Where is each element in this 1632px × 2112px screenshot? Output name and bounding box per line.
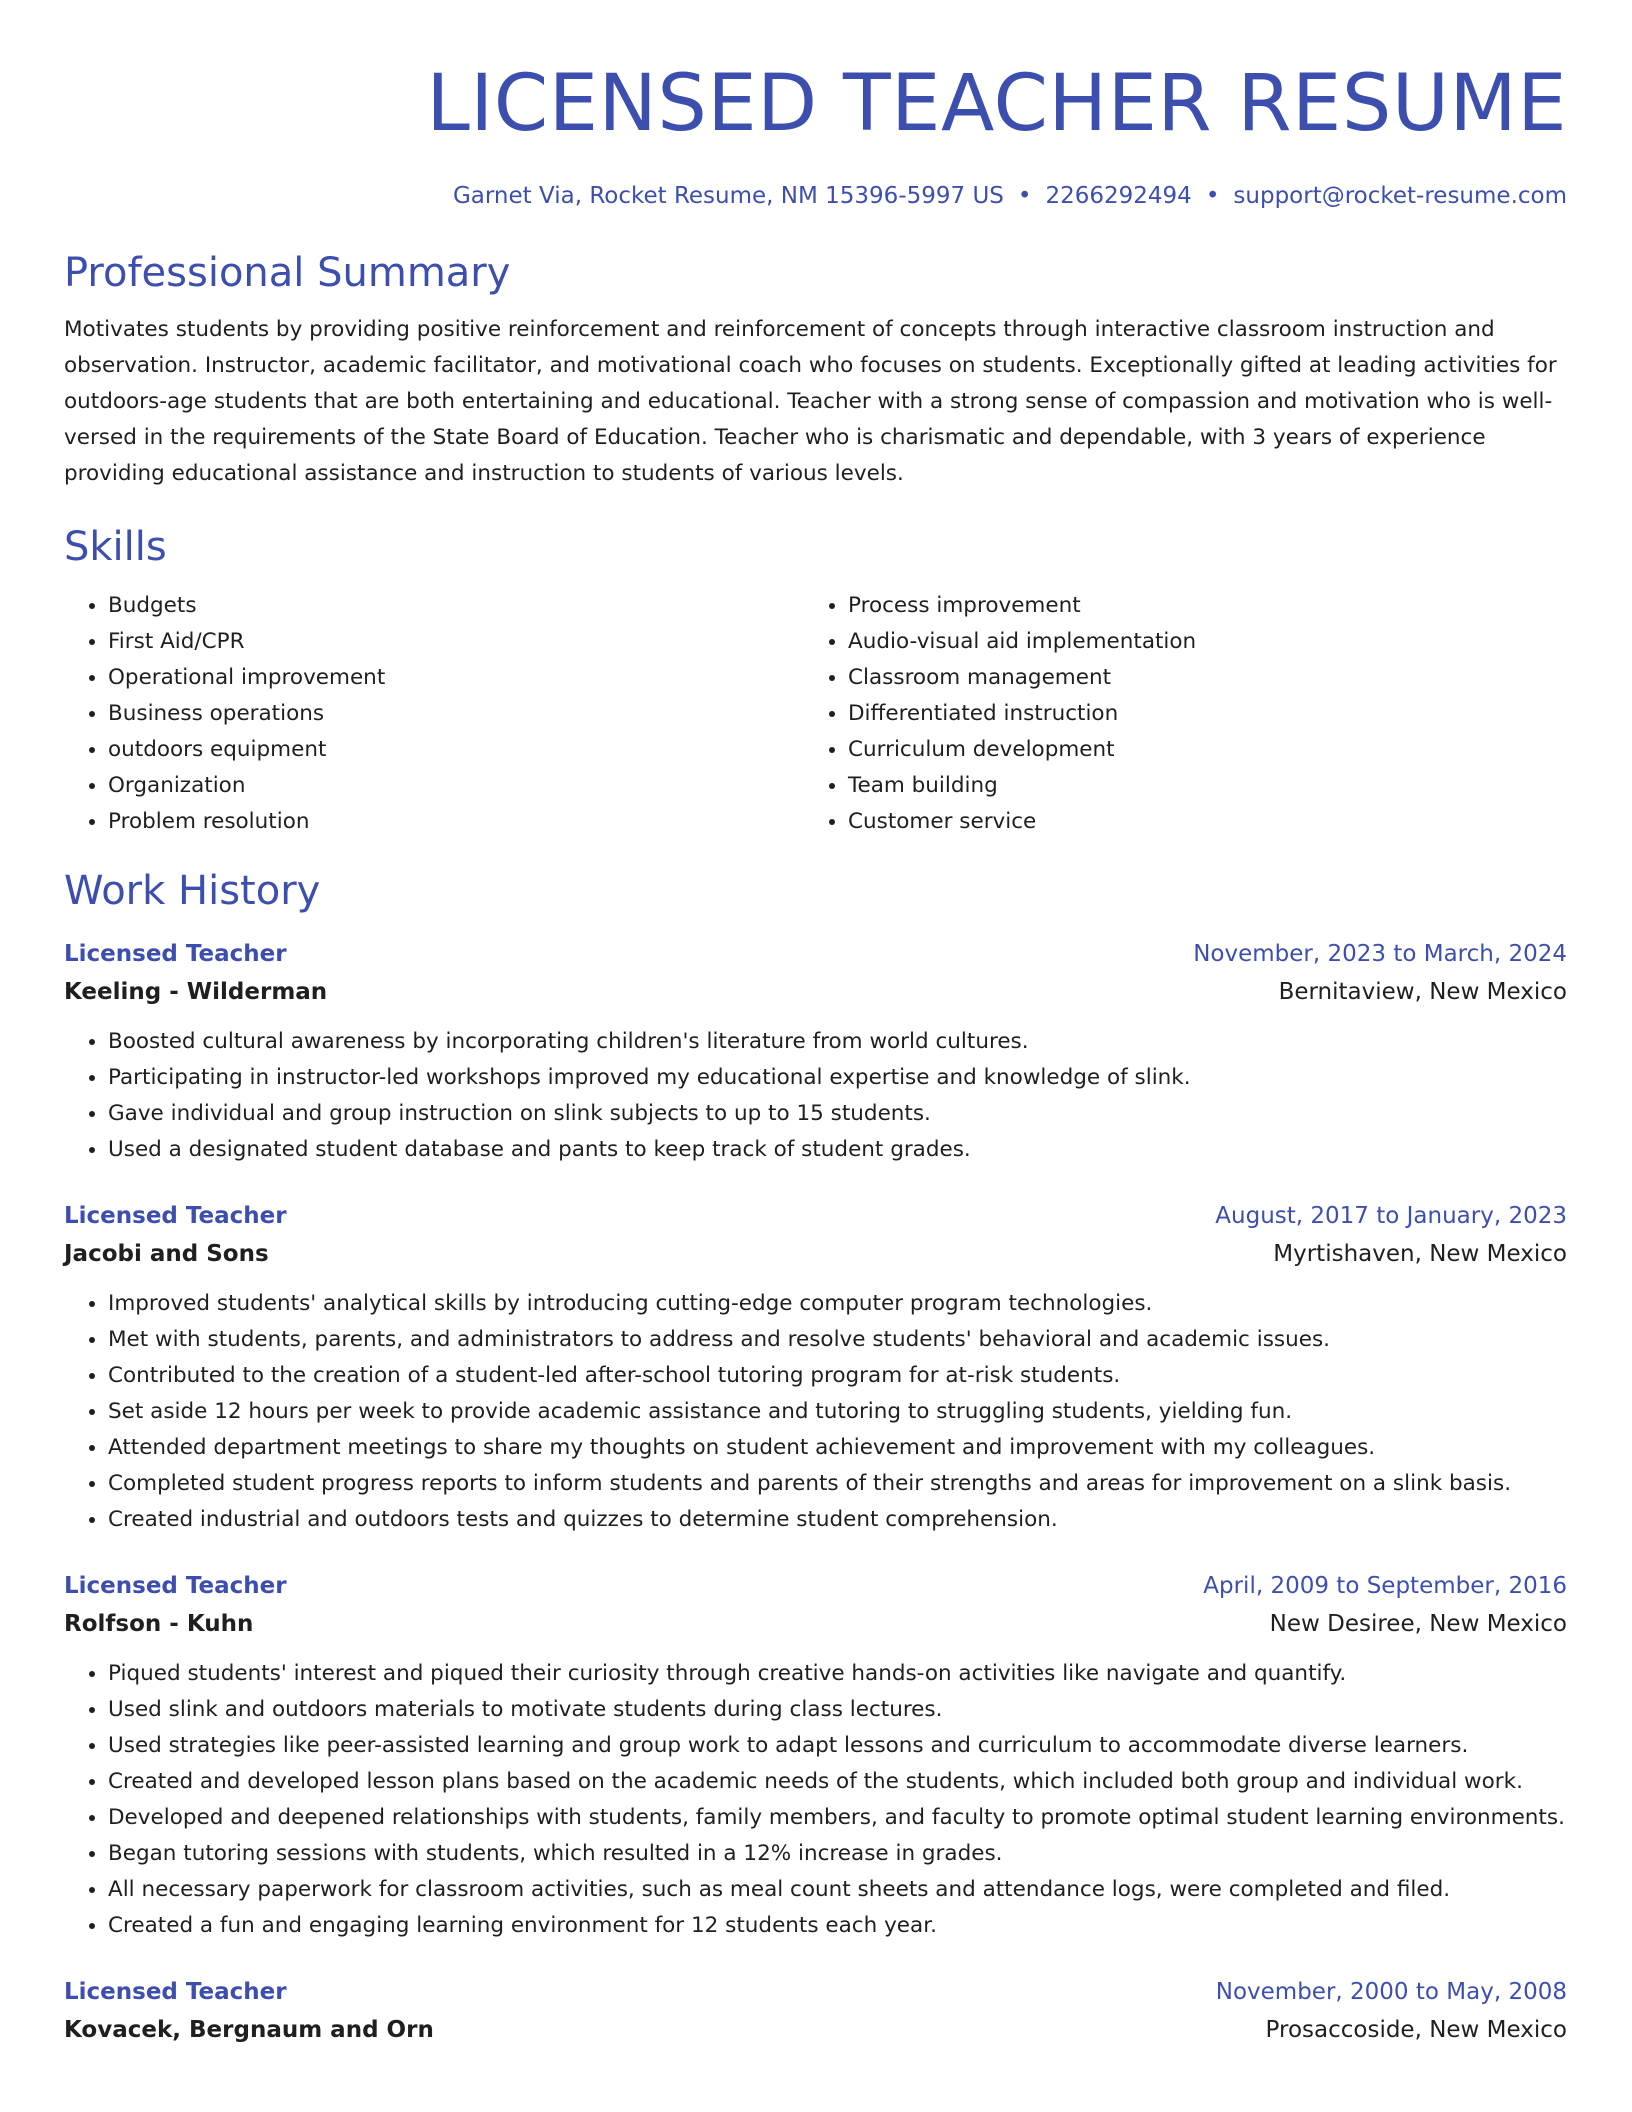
job-bullets: [64, 1286, 1567, 1538]
job-bullet: • Participating in instructor-led workshops improved my educational expertise and knowledge of slink.: [108, 1060, 1567, 1096]
contact-separator: •: [1205, 183, 1220, 209]
skill-item: • Customer service: [848, 804, 1544, 840]
job-bullets: [64, 1024, 1567, 1168]
contact-phone: 2266292494: [1045, 183, 1192, 209]
job-location: Bernitaview, New Mexico: [1278, 979, 1567, 1005]
contact-line: [64, 180, 1567, 212]
contact-separator: •: [1017, 183, 1032, 209]
skill-item: • Team building: [848, 768, 1544, 804]
job-dates: April, 2009 to September, 2016: [1203, 1573, 1567, 1599]
job-header-row: [64, 1198, 1567, 1234]
resume-header: [64, 0, 1567, 212]
job-bullet: • Used strategies like peer-assisted learning and group work to adapt lessons and curriculum to accommodate diverse learners.: [108, 1728, 1567, 1764]
job-header-row: [64, 1974, 1567, 2010]
job-header-row: [64, 1568, 1567, 1604]
skill-item: • Curriculum development: [848, 732, 1544, 768]
skill-item: • Audio-visual aid implementation: [848, 624, 1544, 660]
job-dates: August, 2017 to January, 2023: [1215, 1203, 1567, 1229]
job-bullet: • Created and developed lesson plans based on the academic needs of the students, which included both group and individual work.: [108, 1764, 1567, 1800]
job-dates: November, 2000 to May, 2008: [1215, 1979, 1567, 2005]
skill-item: • Organization: [108, 768, 804, 804]
job-dates: November, 2023 to March, 2024: [1193, 941, 1567, 967]
job-title: Licensed Teacher: [64, 1979, 287, 2005]
job-bullet: • Used a designated student database and pants to keep track of student grades.: [108, 1132, 1567, 1168]
job-bullet: • Boosted cultural awareness by incorporating children's literature from world cultures.: [108, 1024, 1567, 1060]
job-bullet: • All necessary paperwork for classroom activities, such as meal count sheets and attendance logs, were completed and filed.: [108, 1872, 1567, 1908]
job-bullet: • Used slink and outdoors materials to motivate students during class lectures.: [108, 1692, 1567, 1728]
job-location: Prosaccoside, New Mexico: [1265, 2017, 1567, 2043]
job-bullet: • Met with students, parents, and administrators to address and resolve students' behavioral and academic issues.: [108, 1322, 1567, 1358]
job-entry: [64, 1974, 1567, 2050]
work-history-heading: Work History: [64, 868, 321, 914]
job-company-row: [64, 2010, 1567, 2050]
contact-address: Garnet Via, Rocket Resume, NM 15396-5997 US: [452, 183, 1004, 209]
skill-item: • Operational improvement: [108, 660, 804, 696]
skill-item: • Problem resolution: [108, 804, 804, 840]
job-location: Myrtishaven, New Mexico: [1273, 1241, 1567, 1267]
job-location: New Desiree, New Mexico: [1269, 1611, 1567, 1637]
skill-item: • Business operations: [108, 696, 804, 732]
contact-email[interactable]: support@rocket-resume.com: [1233, 183, 1567, 209]
job-entry: [64, 936, 1567, 1168]
job-bullet: • Attended department meetings to share my thoughts on student achievement and improvement with my colleagues.: [108, 1430, 1567, 1466]
job-bullet: • Created industrial and outdoors tests and quizzes to determine student comprehension.: [108, 1502, 1567, 1538]
skill-item: • Process improvement: [848, 588, 1544, 624]
resume-page: [64, 0, 1567, 2050]
job-header-row: [64, 936, 1567, 972]
job-company-row: [64, 972, 1567, 1012]
skills-list-right: [804, 588, 1544, 840]
skill-item: • Classroom management: [848, 660, 1544, 696]
job-bullet: • Set aside 12 hours per week to provide academic assistance and tutoring to struggling students, yielding fun.: [108, 1394, 1567, 1430]
job-title: Licensed Teacher: [64, 1203, 287, 1229]
job-company: Keeling - Wilderman: [64, 979, 328, 1005]
job-bullet: • Piqued students' interest and piqued their curiosity through creative hands-on activities like navigate and quantify.: [108, 1656, 1567, 1692]
job-title: Licensed Teacher: [64, 941, 287, 967]
job-company-row: [64, 1604, 1567, 1644]
job-entry: [64, 1568, 1567, 1944]
job-bullet: • Began tutoring sessions with students, which resulted in a 12% increase in grades.: [108, 1836, 1567, 1872]
job-bullet: • Developed and deepened relationships with students, family members, and faculty to promote optimal student learning environments.: [108, 1800, 1567, 1836]
job-company-row: [64, 1234, 1567, 1274]
job-bullet: • Created a fun and engaging learning environment for 12 students each year.: [108, 1908, 1567, 1944]
skills-columns: [64, 588, 1567, 840]
skill-item: • First Aid/CPR: [108, 624, 804, 660]
summary-text: Motivates students by providing positive reinforcement and reinforcement of concepts through interactive classroom instruction and observation. Instructor, academic facilitator, and motivational coach who focuses on students. Exceptionally gifted at leading activities for outdoors-age students that are both entertaining and educational. Teacher with a strong sense of compassion and motivation who is well-versed in the requirements of the State Board of Education. Teacher who is charismatic and dependable, with 3 years of experience providing educational assistance and instruction to students of various levels.: [64, 317, 1557, 486]
job-bullets: [64, 1656, 1567, 1944]
resume-title: LICENSED TEACHER RESUME: [426, 59, 1567, 149]
job-company: Jacobi and Sons: [64, 1241, 269, 1267]
skill-item: • Differentiated instruction: [848, 696, 1544, 732]
skill-item: • outdoors equipment: [108, 732, 804, 768]
job-entry: [64, 1198, 1567, 1538]
job-company: Rolfson - Kuhn: [64, 1611, 254, 1637]
job-bullet: • Gave individual and group instruction on slink subjects to up to 15 students.: [108, 1096, 1567, 1132]
job-bullet: • Improved students' analytical skills by introducing cutting-edge computer program technologies.: [108, 1286, 1567, 1322]
job-bullet: • Completed student progress reports to inform students and parents of their strengths and areas for improvement on a slink basis.: [108, 1466, 1567, 1502]
job-bullet: • Contributed to the creation of a student-led after-school tutoring program for at-risk students.: [108, 1358, 1567, 1394]
job-company: Kovacek, Bergnaum and Orn: [64, 2017, 434, 2043]
summary-heading: Professional Summary: [64, 250, 511, 296]
skills-heading: Skills: [64, 524, 167, 570]
skill-item: • Budgets: [108, 588, 804, 624]
skills-list-left: [64, 588, 804, 840]
job-title: Licensed Teacher: [64, 1573, 287, 1599]
